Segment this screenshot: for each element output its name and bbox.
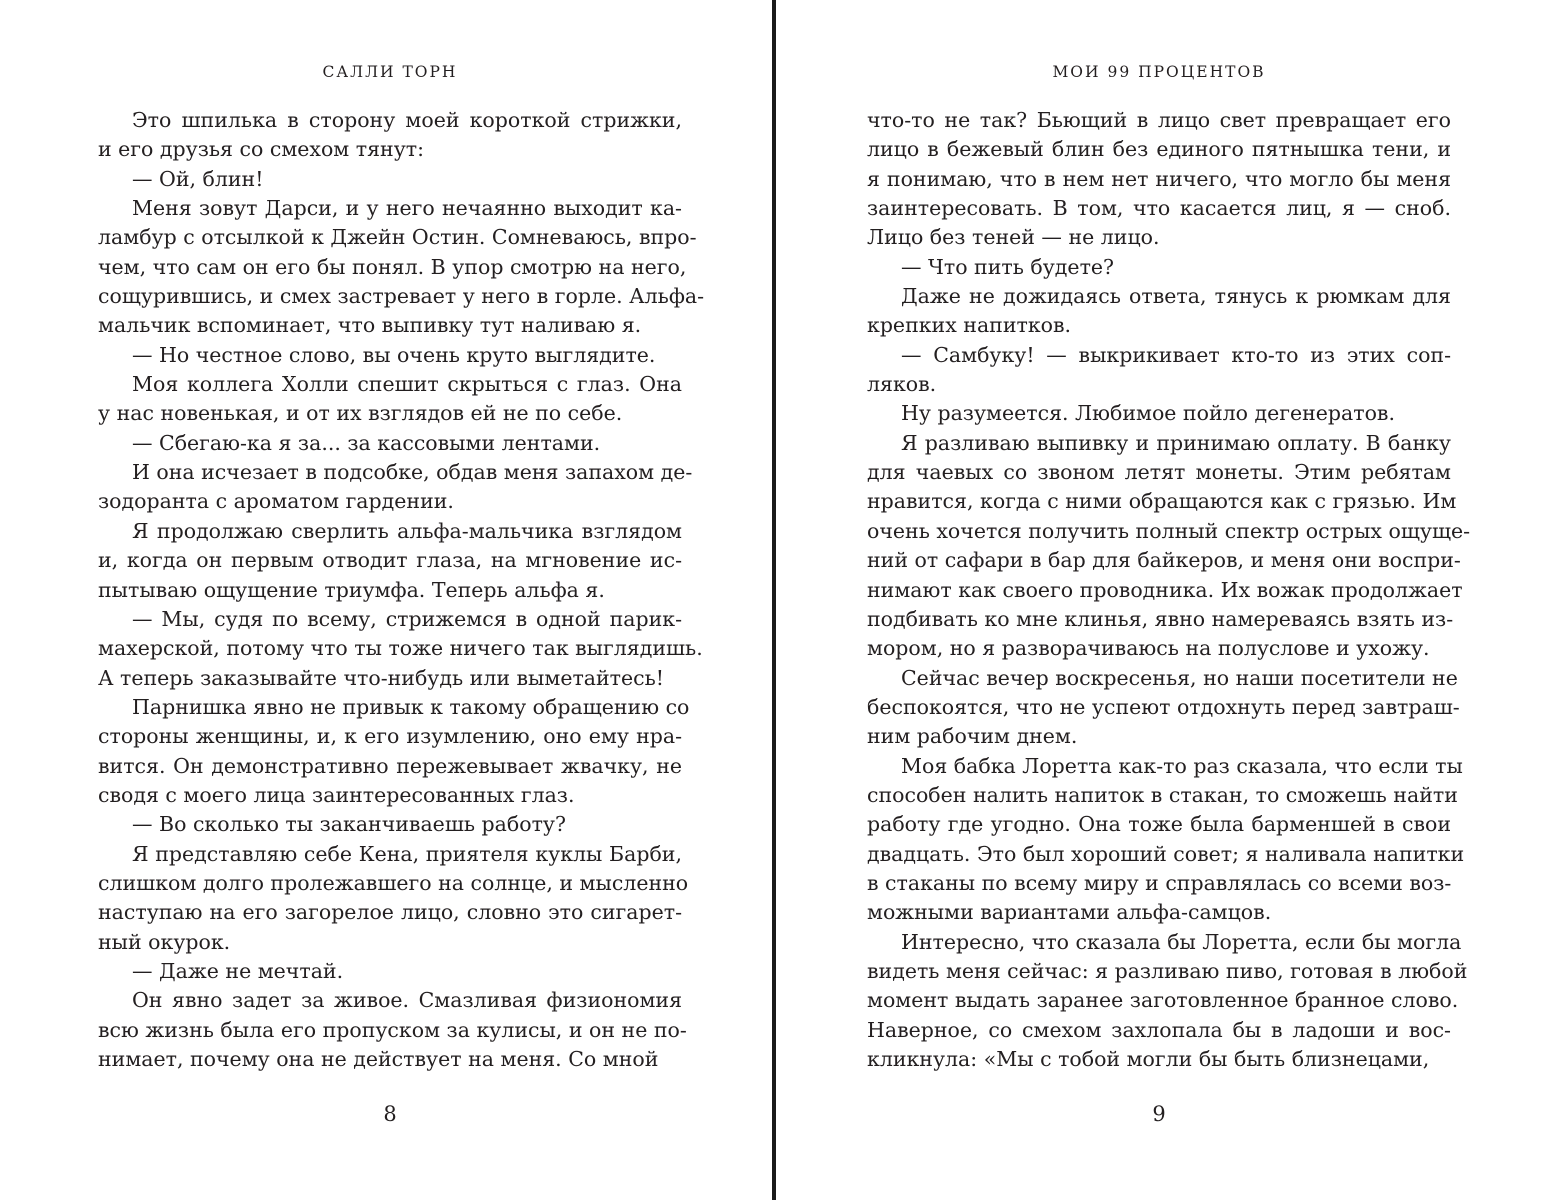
left-body-text — [98, 106, 705, 1074]
text-line: — Сбегаю-ка я за... за кассовыми лентами. — [132, 430, 601, 455]
text-line: способен налить напиток в стакан, то сможешь найти — [867, 782, 1458, 807]
text-line: Моя бабка Лоретта как-то раз сказала, что если ты — [901, 753, 1463, 778]
page-number-right: 9 — [1152, 1102, 1166, 1126]
text-line: заинтересовать. В том, что касается лиц, я — сноб. — [867, 196, 1451, 221]
text-line: нравится, когда с ними обращаются как с грязью. Им — [867, 489, 1457, 514]
right-body-text — [867, 106, 1471, 1074]
text-line: вится. Он демонстративно пережевывает жвачку, не — [98, 753, 682, 778]
text-line: всю жизнь была его пропуском за кулисы, и он не по- — [98, 1017, 687, 1042]
text-line: чем, что сам он его бы понял. В упор смотрю на него, — [98, 254, 687, 279]
text-line: ный окурок. — [98, 929, 231, 954]
text-line: для чаевых со звоном летят монеты. Этим ребятам — [867, 460, 1451, 485]
text-line: ляков. — [867, 372, 937, 397]
text-line: можными вариантами альфа-самцов. — [867, 900, 1272, 925]
left-page — [98, 0, 705, 1200]
text-line: — Даже не мечтай. — [132, 958, 344, 983]
text-line: нимают как своего проводника. Их вожак продолжает — [867, 577, 1463, 602]
text-line: Интересно, что сказала бы Лоретта, если бы могла — [901, 929, 1462, 954]
running-head-author: САЛЛИ ТОРН — [322, 63, 458, 81]
text-line: мальчик вспоминает, что выпивку тут наливаю я. — [98, 313, 642, 338]
text-line: сводя с моего лица заинтересованных глаз. — [98, 782, 575, 807]
text-line: — Самбуку! — выкрикивает кто-то из этих соп- — [901, 342, 1451, 367]
text-line: Я представляю себе Кена, приятеля куклы Барби, — [132, 841, 682, 866]
text-line: что-то не так? Бьющий в лицо свет превращает его — [867, 108, 1451, 132]
running-head-title: МОИ 99 ПРОЦЕНТОВ — [1052, 63, 1266, 81]
text-line: ний от сафари в бар для байкеров, и меня они воспри- — [867, 548, 1461, 573]
text-line: махерской, потому что ты тоже ничего так выглядишь. — [98, 636, 703, 661]
text-line: Сейчас вечер воскресенья, но наши посетители не — [901, 665, 1458, 690]
text-line: — Что пить будете? — [901, 254, 1115, 279]
text-line: очень хочется получить полный спектр острых ощуще- — [867, 518, 1471, 543]
text-line: Наверное, со смехом захлопала бы в ладоши и вос- — [867, 1017, 1451, 1042]
text-line: Ну разумеется. Любимое пойло дегенератов. — [901, 401, 1395, 426]
text-line: слишком долго пролежавшего на солнце, и мысленно — [98, 870, 689, 895]
text-line: Я разливаю выпивку и принимаю оплату. В банку — [901, 430, 1451, 455]
text-line: крепких напитков. — [867, 313, 1072, 338]
text-line: стороны женщины, и, к его изумлению, оно ему нра- — [98, 724, 682, 749]
text-line: момент выдать заранее заготовленное бранное слово. — [867, 988, 1459, 1013]
text-line: — Мы, судя по всему, стрижемся в одной парик- — [132, 606, 682, 631]
text-line: пытываю ощущение триумфа. Теперь альфа я. — [98, 577, 605, 602]
text-line: работу где угодно. Она тоже была барменшей в свои — [867, 812, 1451, 837]
text-line: и, когда он первым отводит глаза, на мгновение ис- — [98, 548, 682, 573]
text-line: в стаканы по всему миру и справлялась со всеми воз- — [867, 870, 1452, 895]
text-line: сощурившись, и смех застревает у него в горле. Альфа- — [98, 284, 705, 309]
text-line: и его друзья со смехом тянут: — [98, 137, 425, 162]
text-line: ним рабочим днем. — [867, 724, 1078, 749]
text-line: — Во сколько ты заканчиваешь работу? — [132, 812, 566, 837]
text-line: Даже не дожидаясь ответа, тянусь к рюмкам для — [901, 284, 1451, 309]
text-line: Моя коллега Холли спешит скрыться с глаз. Она — [132, 372, 682, 397]
page-number-left: 8 — [383, 1102, 397, 1126]
text-line: я понимаю, что в нем нет ничего, что могло бы меня — [867, 166, 1451, 191]
text-line: И она исчезает в подсобке, обдав меня запахом де- — [132, 460, 693, 485]
text-line: Лицо без теней — не лицо. — [867, 225, 1160, 250]
text-line: беспокоятся, что не успеют отдохнуть перед завтраш- — [867, 694, 1460, 719]
text-line: мором, но я разворачиваюсь на полуслове и ухожу. — [867, 636, 1430, 661]
text-line: Меня зовут Дарси, и у него нечаянно выходит ка- — [132, 196, 682, 221]
text-line: Я продолжаю сверлить альфа-мальчика взглядом — [132, 518, 682, 543]
text-line: видеть меня сейчас: я разливаю пиво, готовая в любой — [867, 958, 1468, 983]
text-line: — Но честное слово, вы очень круто выглядите. — [132, 342, 656, 367]
right-page — [867, 0, 1471, 1200]
text-line: наступаю на его загорелое лицо, словно это сигарет- — [98, 900, 682, 925]
text-line: у нас новенькая, и от их взглядов ей не по себе. — [98, 401, 623, 426]
text-line: ламбур с отсылкой к Джейн Остин. Сомневаюсь, впро- — [98, 225, 697, 250]
text-line: А теперь заказывайте что-нибудь или выметайтесь! — [98, 665, 665, 690]
text-line: лицо в бежевый блин без единого пятнышка тени, и — [867, 137, 1451, 162]
page-divider — [772, 0, 776, 1200]
text-line: двадцать. Это был хороший совет; я наливала напитки — [867, 841, 1465, 866]
text-line: — Ой, блин! — [132, 166, 264, 191]
text-line: Парнишка явно не привык к такому обращению со — [132, 694, 690, 719]
text-line: Это шпилька в сторону моей короткой стрижки, — [132, 108, 682, 132]
text-line: кликнула: «Мы с тобой могли бы быть близнецами, — [867, 1047, 1430, 1071]
text-line: Он явно задет за живое. Смазливая физиономия — [132, 988, 682, 1013]
text-line: нимает, почему она не действует на меня. Со мной — [98, 1047, 659, 1071]
text-line: зодоранта с ароматом гардении. — [98, 489, 454, 514]
text-line: подбивать ко мне клинья, явно намереваясь взять из- — [867, 606, 1454, 631]
